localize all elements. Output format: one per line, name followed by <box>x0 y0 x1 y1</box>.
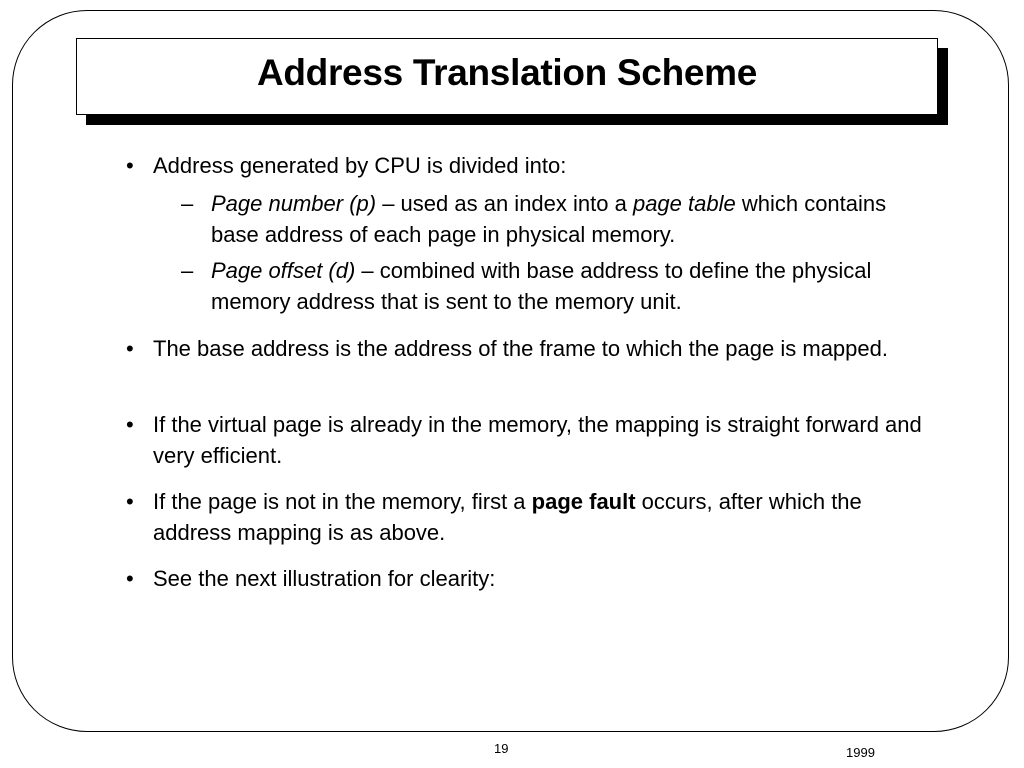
bullet-text-continued: occurs, after which the address mapping is as above. <box>153 489 862 545</box>
sub-term-secondary: page table <box>632 191 736 216</box>
bullet-icon: • <box>126 489 134 514</box>
dash-icon: – <box>181 191 194 216</box>
sub-term: Page offset (d) <box>211 258 356 283</box>
sub-text: – used as an index into a <box>376 191 633 216</box>
bullet-item-3 <box>126 409 923 471</box>
bullet-icon: • <box>126 336 134 361</box>
bullet-item-1 <box>126 150 923 181</box>
page-number: 19 <box>494 741 509 756</box>
bullet-text: Address generated by CPU is divided into: <box>153 153 567 178</box>
sub-item-2 <box>181 255 923 317</box>
sub-text: – combined with base address to define the physical memory address that is sent to the memory unit. <box>211 258 872 314</box>
bullet-text: If the page is not in the memory, first a <box>153 489 532 514</box>
bullet-icon: • <box>126 153 134 178</box>
bullet-bold-term: page fault <box>531 489 636 514</box>
bullet-text: The base address is the address of the frame to which the page is mapped. <box>153 336 888 361</box>
bullet-item-2 <box>126 333 923 364</box>
sub-text-continued: which contains base address of each page in physical memory. <box>211 191 887 247</box>
bullet-text: If the virtual page is already in the memory, the mapping is straight forward and very efficient. <box>153 412 922 468</box>
footer-year: 1999 <box>846 745 875 760</box>
bullet-icon: • <box>126 412 134 437</box>
sub-term: Page number (p) <box>211 191 377 216</box>
bullet-text: See the next illustration for clearity: <box>153 566 496 591</box>
bullet-icon: • <box>126 566 134 591</box>
bullet-item-5 <box>126 563 923 594</box>
bullet-item-4 <box>126 486 923 548</box>
sub-item-1 <box>181 188 923 250</box>
dash-icon: – <box>181 258 194 283</box>
slide-title: Address Translation Scheme <box>256 51 758 93</box>
